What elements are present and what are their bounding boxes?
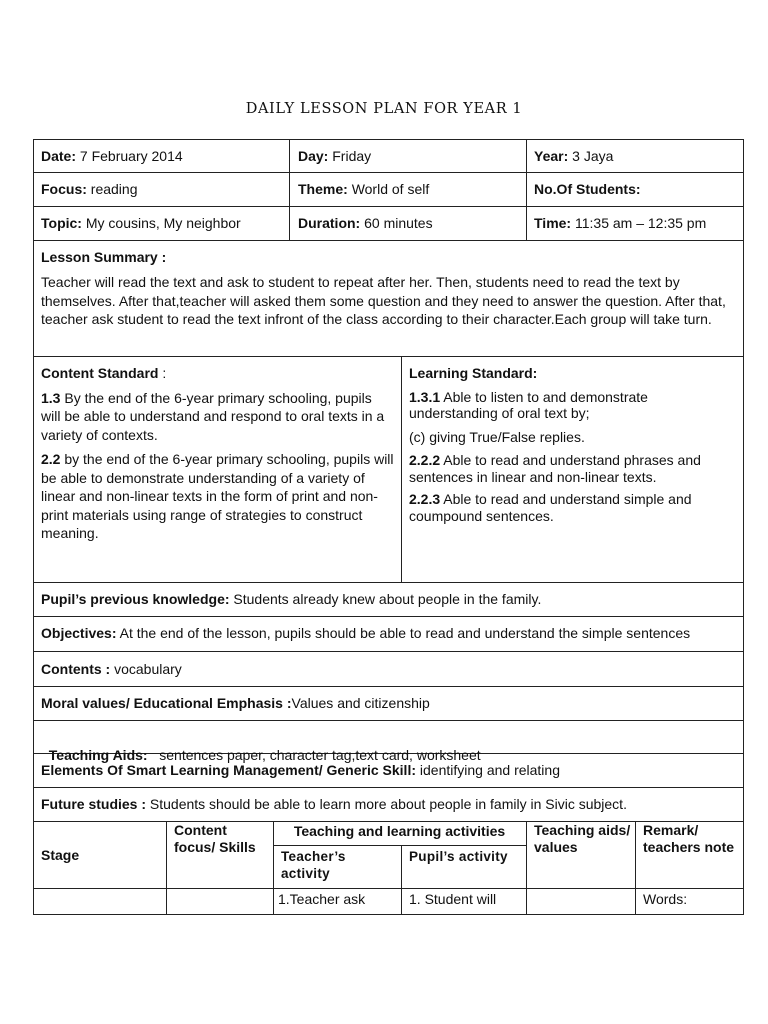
- duration-cell: [298, 214, 523, 233]
- activities-header: Teaching and learning activities: [293, 823, 506, 839]
- content-standard-label: Content Standard: [41, 365, 159, 381]
- day-value: Friday: [332, 148, 372, 164]
- future-studies-row: Future studies : Students should be able to learn more about people in family in Sivic subject.: [41, 796, 627, 812]
- duration-label: Duration:: [298, 215, 361, 231]
- previous-knowledge-row: Pupil’s previous knowledge: Students already knew about people in the family.: [41, 591, 542, 607]
- stage-header: Stage: [41, 847, 80, 863]
- aids-header: Teaching aids/ values: [534, 822, 631, 855]
- students-label: No.Of Students:: [534, 181, 641, 197]
- learning-standard: [409, 364, 739, 524]
- focus-value: reading: [90, 181, 138, 197]
- day-label: Day:: [298, 148, 329, 164]
- content-standard: Content Standard : 1.3 By the end of the 6-year primary schooling, pupils will be able to understand and respond to oral texts in a variety of contexts. 2.2 by the end of the 6-year primary schooling, pupils will be able to demonstrate understanding of a variety of linear and non-linear texts in the form of print and non-print materials using range of strategies to construct meaning.: [41, 365, 394, 541]
- theme-cell: [298, 180, 523, 199]
- time-value: 11:35 am – 12:35 pm: [574, 215, 707, 231]
- duration-value: 60 minutes: [364, 215, 433, 231]
- theme-label: Theme:: [298, 181, 348, 197]
- time-label: Time:: [534, 215, 572, 231]
- year-cell: [534, 147, 739, 166]
- moral-values-row: Moral values/ Educational Emphasis :Values and citizenship: [41, 695, 430, 711]
- focus-label: Focus:: [41, 181, 87, 197]
- time-cell: [534, 214, 739, 233]
- students-cell: [534, 180, 739, 199]
- generic-skill-row: Elements Of Smart Learning Management/ Generic Skill: identifying and relating: [41, 762, 560, 778]
- learning-standard-item: 1.3.1 Able to listen to and demonstrate understanding of oral text by;: [409, 388, 648, 421]
- topic-cell: [41, 214, 286, 233]
- objectives-row: Objectives: At the end of the lesson, pupils should be able to read and understand the simple sentences: [41, 625, 691, 641]
- row1-remark: Words:: [643, 891, 688, 907]
- learning-standard-label: Learning Standard:: [409, 365, 538, 381]
- content-standard-item: 1.3 By the end of the 6-year primary schooling, pupils will be able to understand and respond to oral texts in a variety of contexts.: [41, 389, 385, 443]
- remark-header: Remark/ teachers note: [643, 822, 735, 855]
- date-value: 7 February 2014: [79, 148, 183, 164]
- row1-teacher-activity: 1.Teacher ask: [278, 891, 366, 907]
- topic-label: Topic:: [41, 215, 82, 231]
- row1-pupil-activity: 1. Student will: [409, 891, 497, 907]
- learning-standard-item: (c) giving True/False replies.: [409, 428, 585, 445]
- content-focus-header: Content focus/ Skills: [174, 822, 256, 855]
- focus-cell: [41, 180, 286, 199]
- year-value: 3 Jaya: [572, 148, 614, 164]
- learning-standard-item: 2.2.3 Able to read and understand simple and coumpound sentences.: [409, 491, 692, 524]
- date-label: Date:: [41, 148, 77, 164]
- content-standard-item: 2.2 by the end of the 6-year primary schooling, pupils will be able to demonstrate understanding of a variety of linear and non-linear texts in the form of print and non-print materials using range of strategies to construct meaning.: [41, 451, 394, 541]
- document-title: DAILY LESSON PLAN FOR YEAR 1: [245, 101, 523, 117]
- topic-value: My cousins, My neighbor: [85, 215, 241, 231]
- contents-row: Contents : vocabulary: [41, 661, 182, 677]
- learning-standard-item: 2.2.2 Able to read and understand phrases and sentences in linear and non-linear texts.: [409, 452, 701, 485]
- summary-label: Lesson Summary :: [41, 249, 167, 265]
- teaching-aids-row: Teaching Aids: sentences paper, character tag,text card, worksheet: [48, 746, 481, 763]
- teacher-activity-header: Teacher’s activity: [281, 849, 346, 881]
- day-cell: [298, 147, 523, 166]
- date-cell: [41, 147, 286, 166]
- year-label: Year:: [534, 148, 569, 164]
- summary-text: Teacher will read the text and ask to student to repeat after her. Then, students need to read the text by themselves. After that,teacher will asked them some question and they need to answer the question. After that, teacher ask student to read the text infront of the class according to their character.Each group will take turn.: [41, 274, 726, 327]
- pupil-activity-header: Pupil’s activity: [409, 849, 508, 864]
- theme-value: World of self: [351, 181, 430, 197]
